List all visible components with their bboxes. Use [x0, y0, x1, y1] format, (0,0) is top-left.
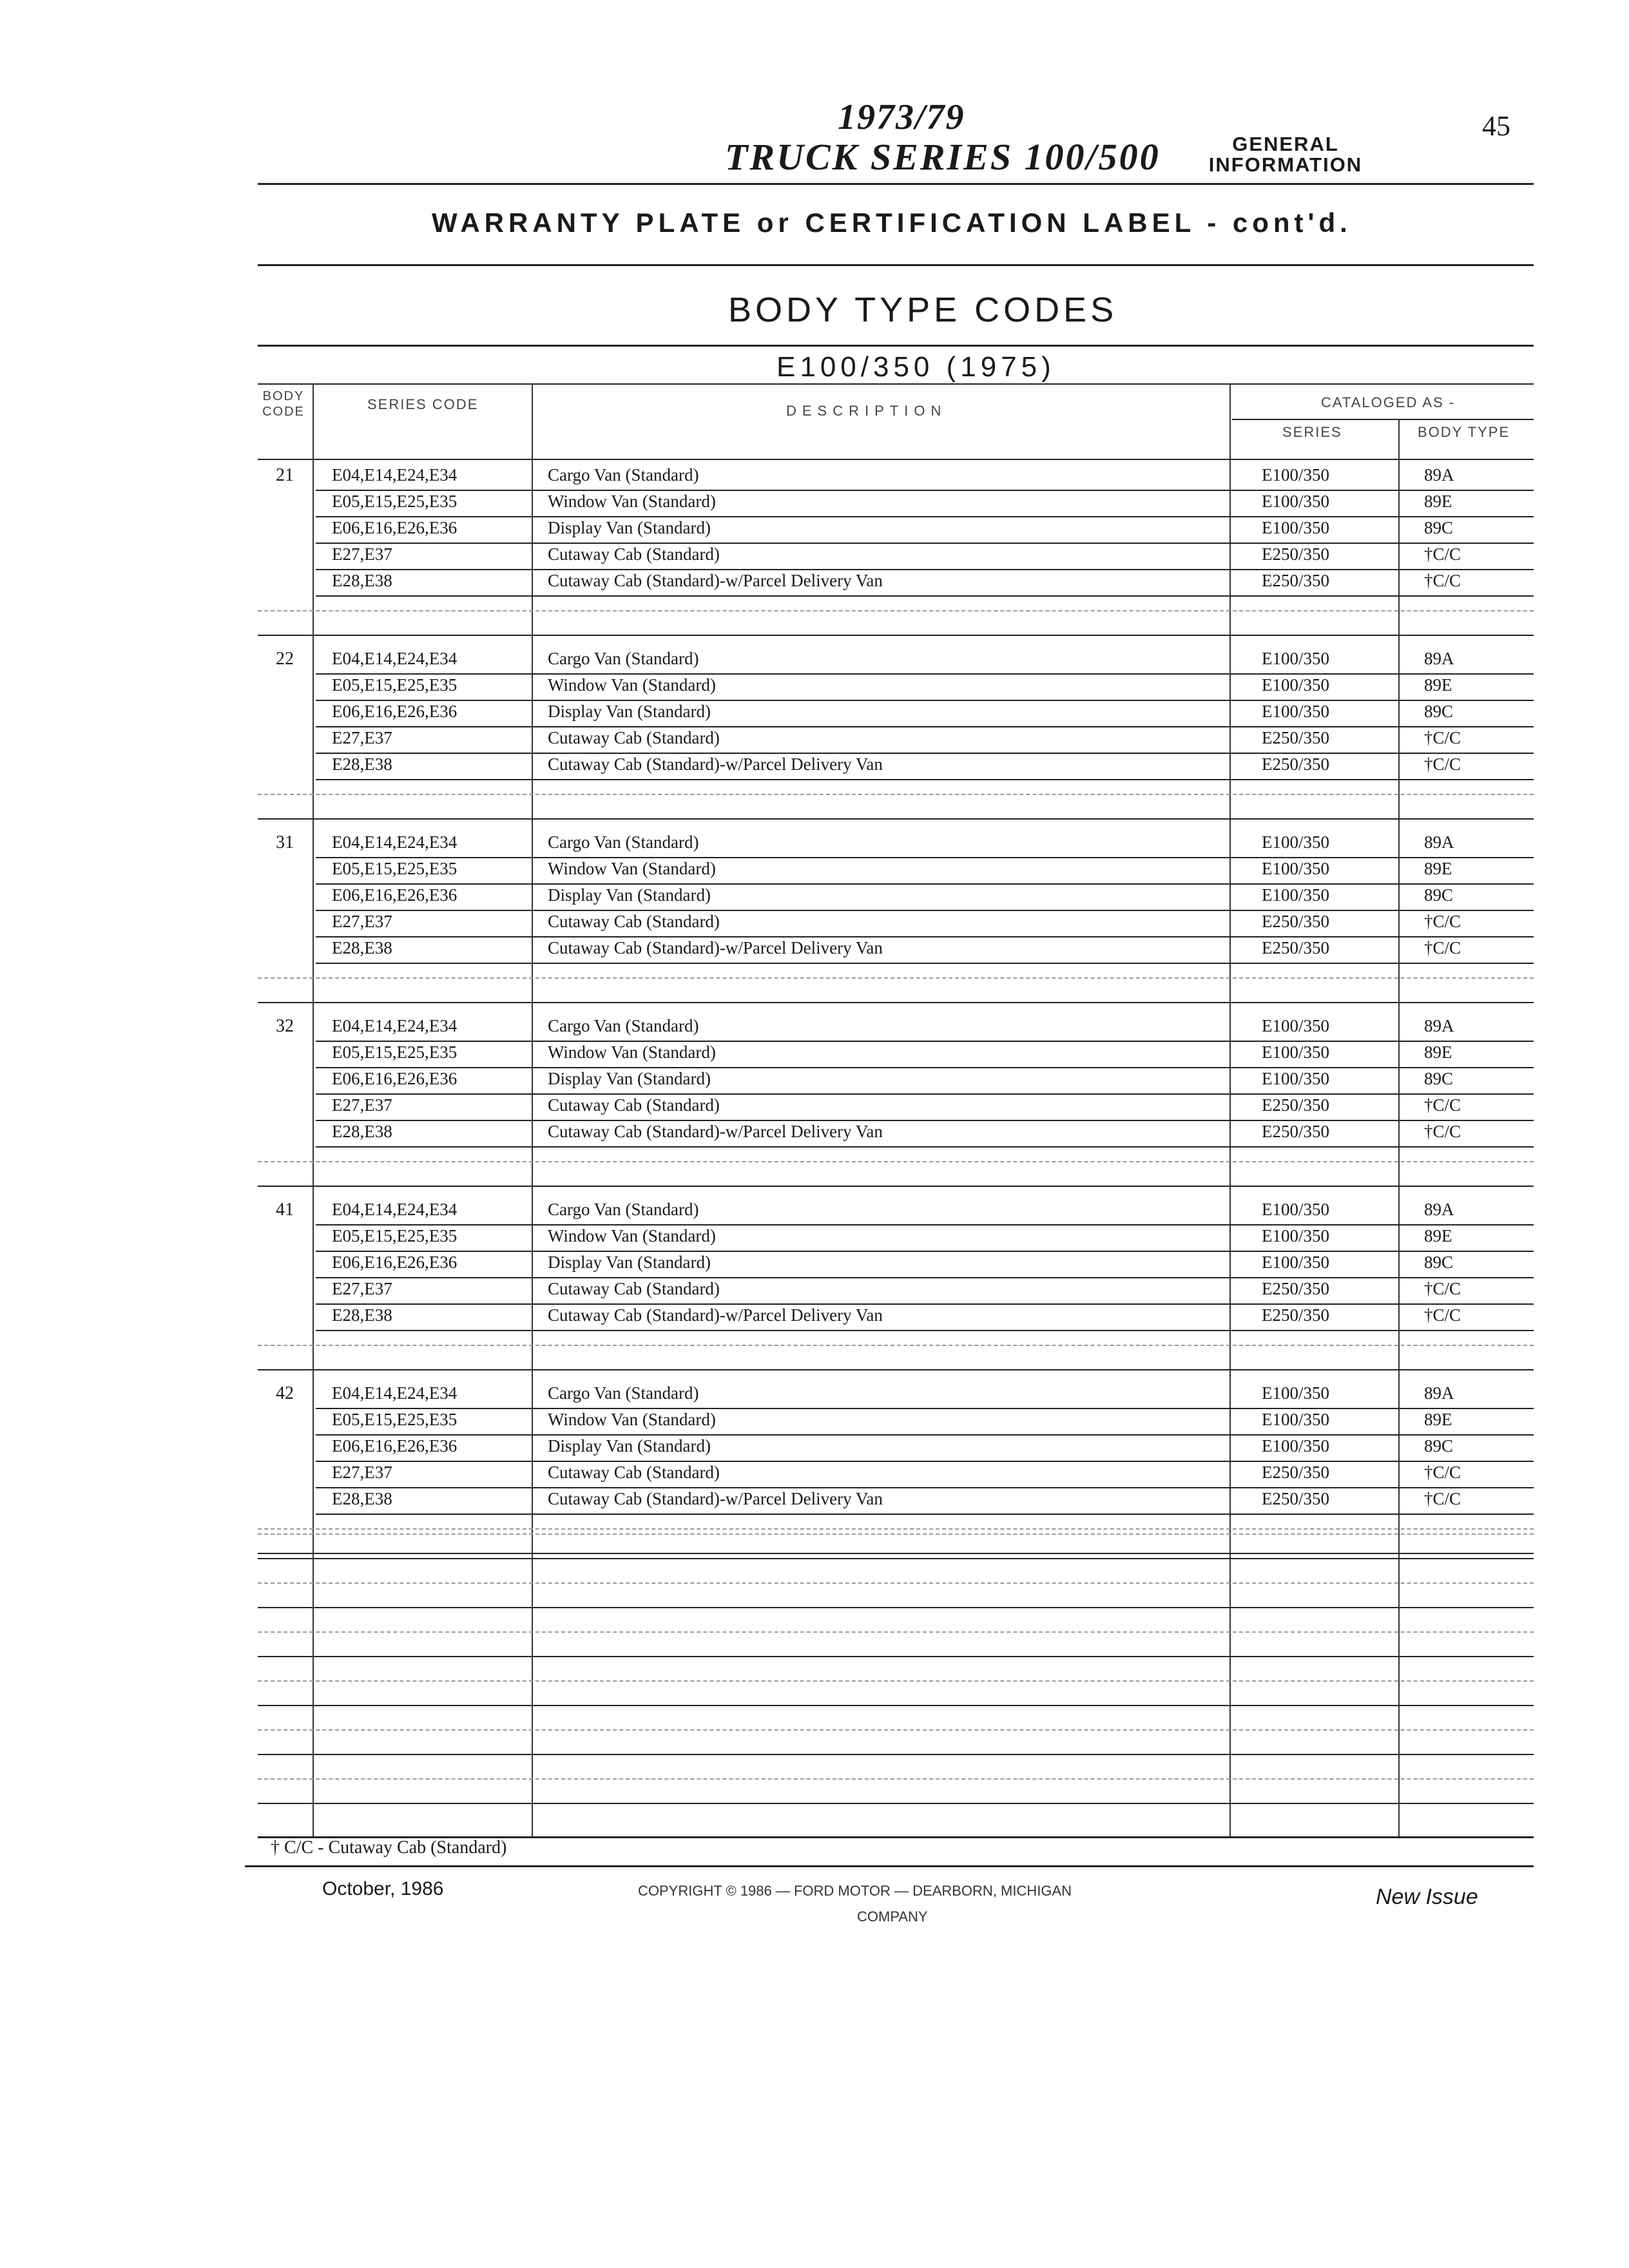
description-cell: Cutaway Cab (Standard): [548, 544, 720, 564]
body-type-cell: 89C: [1424, 1069, 1454, 1088]
body-type-cell: †C/C: [1424, 728, 1461, 747]
body-type-cell: 89E: [1424, 859, 1452, 878]
series-code-cell: E05,E15,E25,E35: [332, 675, 458, 695]
series-cell: E250/350: [1262, 912, 1329, 931]
body-code: 31: [276, 832, 294, 852]
series-code-cell: E06,E16,E26,E36: [332, 1436, 458, 1456]
description-cell: Cutaway Cab (Standard)-w/Parcel Delivery Van: [548, 1305, 883, 1325]
body-type-cell: †C/C: [1424, 544, 1461, 564]
row-rule: [316, 910, 1534, 911]
series-code-cell: E04,E14,E24,E34: [332, 649, 458, 668]
empty-rule: [258, 1607, 1534, 1608]
series-cell: E100/350: [1262, 1410, 1329, 1429]
footer-copyright: COPYRIGHT © 1986 — FORD MOTOR — DEARBORN, MICHIGAN: [638, 1883, 1072, 1899]
series-code-cell: E28,E38: [332, 571, 392, 590]
row-rule: [316, 1224, 1534, 1225]
subtitle: WARRANTY PLATE or CERTIFICATION LABEL - cont'd.: [432, 207, 1352, 238]
description-cell: Window Van (Standard): [548, 1043, 716, 1062]
empty-rule: [258, 1582, 1534, 1584]
row-rule: [316, 1093, 1534, 1095]
series-cell: E250/350: [1262, 571, 1329, 590]
title-divider: [258, 345, 1534, 347]
model-year: E100/350 (1975): [776, 351, 1055, 383]
group-separator: [258, 1161, 1534, 1162]
description-cell: Cargo Van (Standard): [548, 1200, 699, 1219]
body-type-cell: 89A: [1424, 1016, 1454, 1035]
table-top-rule: [258, 383, 1534, 385]
row-rule: [316, 569, 1534, 570]
series-cell: E100/350: [1262, 1016, 1329, 1035]
empty-rule: [258, 1656, 1534, 1657]
description-cell: Cargo Van (Standard): [548, 1016, 699, 1035]
body-type-cell: †C/C: [1424, 571, 1461, 590]
body-type-cell: 89C: [1424, 518, 1454, 537]
body-type-cell: 89C: [1424, 885, 1454, 905]
body-type-cell: 89C: [1424, 1436, 1454, 1456]
row-rule: [316, 543, 1534, 544]
body-type-cell: 89A: [1424, 832, 1454, 852]
row-rule: [316, 753, 1534, 754]
row-rule: [316, 1434, 1534, 1436]
body-type-cell: 89A: [1424, 1383, 1454, 1403]
series-code-cell: E05,E15,E25,E35: [332, 492, 458, 511]
row-rule: [316, 1487, 1534, 1488]
series-cell: E100/350: [1262, 1043, 1329, 1062]
footer-issue: New Issue: [1376, 1885, 1478, 1909]
series-cell: E100/350: [1262, 1383, 1329, 1403]
row-rule: [316, 1303, 1534, 1305]
series-cell: E250/350: [1262, 728, 1329, 747]
series-code-cell: E06,E16,E26,E36: [332, 1253, 458, 1272]
series-cell: E100/350: [1262, 1436, 1329, 1456]
description-cell: Cutaway Cab (Standard): [548, 1463, 720, 1482]
series-cell: E250/350: [1262, 1305, 1329, 1325]
series-cell: E100/350: [1262, 675, 1329, 695]
subtitle-divider: [258, 264, 1534, 266]
column-header-description: DESCRIPTION: [786, 403, 947, 419]
series-cell: E100/350: [1262, 832, 1329, 852]
series-title: TRUCK SERIES 100/500: [725, 136, 1161, 178]
series-cell: E250/350: [1262, 1279, 1329, 1298]
body-type-cell: 89E: [1424, 1043, 1452, 1062]
header-bottom-rule: [258, 459, 1534, 460]
series-cell: E100/350: [1262, 1200, 1329, 1219]
group-separator: [258, 1002, 1534, 1003]
body-code: 22: [276, 649, 294, 669]
series-code-cell: E27,E37: [332, 1463, 392, 1482]
series-code-cell: E06,E16,E26,E36: [332, 1069, 458, 1088]
body-type-cell: 89E: [1424, 1226, 1452, 1245]
cataloged-subheader-rule: [1232, 419, 1534, 420]
series-code-cell: E04,E14,E24,E34: [332, 1383, 458, 1403]
row-rule: [316, 1041, 1534, 1042]
series-code-cell: E05,E15,E25,E35: [332, 1043, 458, 1062]
group-separator: [258, 794, 1534, 795]
footer-rule: [245, 1865, 1534, 1867]
series-cell: E250/350: [1262, 1463, 1329, 1482]
description-cell: Display Van (Standard): [548, 1069, 711, 1088]
series-code-cell: E27,E37: [332, 912, 392, 931]
series-cell: E100/350: [1262, 702, 1329, 721]
col-divider-2: [532, 383, 533, 1836]
description-cell: Window Van (Standard): [548, 492, 716, 511]
body-code: 41: [276, 1200, 294, 1220]
col-divider-1: [313, 383, 314, 1836]
row-rule: [316, 936, 1534, 937]
series-code-cell: E28,E38: [332, 1489, 392, 1508]
row-rule: [316, 1461, 1534, 1462]
year-range-title: 1973/79: [838, 97, 965, 137]
row-rule: [316, 1330, 1534, 1331]
row-rule: [316, 1146, 1534, 1148]
column-header-cataloged-as: CATALOGED AS -: [1321, 394, 1456, 410]
series-code-cell: E28,E38: [332, 938, 392, 957]
empty-rule: [258, 1778, 1534, 1780]
series-code-cell: E06,E16,E26,E36: [332, 885, 458, 905]
series-code-cell: E05,E15,E25,E35: [332, 1410, 458, 1429]
row-rule: [316, 883, 1534, 885]
description-cell: Cargo Van (Standard): [548, 465, 699, 485]
body-code: 32: [276, 1016, 294, 1036]
description-cell: Cutaway Cab (Standard): [548, 1095, 720, 1115]
description-cell: Window Van (Standard): [548, 1226, 716, 1245]
series-code-cell: E05,E15,E25,E35: [332, 1226, 458, 1245]
series-code-cell: E27,E37: [332, 1279, 392, 1298]
empty-rule: [258, 1754, 1534, 1755]
body-type-cell: 89A: [1424, 649, 1454, 668]
series-cell: E100/350: [1262, 1069, 1329, 1088]
series-cell: E100/350: [1262, 492, 1329, 511]
empty-rule: [258, 1631, 1534, 1633]
col-divider-4: [1398, 419, 1400, 1836]
row-rule: [316, 516, 1534, 517]
header-divider: [258, 183, 1534, 185]
row-rule: [316, 1277, 1534, 1278]
description-cell: Cargo Van (Standard): [548, 1383, 699, 1403]
row-rule: [316, 857, 1534, 858]
body-type-cell: 89C: [1424, 1253, 1454, 1272]
series-code-cell: E04,E14,E24,E34: [332, 832, 458, 852]
group-separator: [258, 977, 1534, 979]
description-cell: Cargo Van (Standard): [548, 832, 699, 852]
description-cell: Display Van (Standard): [548, 1253, 711, 1272]
series-code-cell: E27,E37: [332, 1095, 392, 1115]
body-type-cell: †C/C: [1424, 938, 1461, 957]
row-rule: [316, 595, 1534, 597]
series-code-cell: E06,E16,E26,E36: [332, 518, 458, 537]
series-code-cell: E28,E38: [332, 1305, 392, 1325]
empty-rule: [258, 1803, 1534, 1804]
description-cell: Display Van (Standard): [548, 885, 711, 905]
empty-rule: [258, 1729, 1534, 1731]
series-cell: E100/350: [1262, 649, 1329, 668]
empty-rule: [258, 1705, 1534, 1706]
body-type-cell: 89A: [1424, 465, 1454, 485]
row-rule: [316, 673, 1534, 675]
group-separator: [258, 818, 1534, 820]
description-cell: Cutaway Cab (Standard)-w/Parcel Delivery Van: [548, 754, 883, 774]
empty-rule: [258, 1558, 1534, 1559]
section-label-line2: INFORMATION: [1208, 153, 1363, 176]
body-type-cell: †C/C: [1424, 754, 1461, 774]
series-cell: E100/350: [1262, 885, 1329, 905]
group-separator: [258, 1528, 1534, 1530]
column-header-series-code: SERIES CODE: [367, 396, 479, 412]
description-cell: Cutaway Cab (Standard)-w/Parcel Delivery Van: [548, 1122, 883, 1141]
row-rule: [316, 1251, 1534, 1252]
row-rule: [316, 779, 1534, 780]
series-code-cell: E06,E16,E26,E36: [332, 702, 458, 721]
section-label: [1189, 134, 1382, 175]
group-separator: [258, 1553, 1534, 1554]
table-title: BODY TYPE CODES: [728, 291, 1118, 329]
body-type-cell: †C/C: [1424, 1489, 1461, 1508]
body-code: 42: [276, 1383, 294, 1403]
series-cell: E250/350: [1262, 1122, 1329, 1141]
description-cell: Display Van (Standard): [548, 518, 711, 537]
description-cell: Cutaway Cab (Standard): [548, 1279, 720, 1298]
body-type-cell: 89E: [1424, 492, 1452, 511]
row-rule: [316, 1514, 1534, 1515]
section-label-line1: GENERAL: [1232, 133, 1339, 155]
row-rule: [316, 700, 1534, 701]
series-cell: E100/350: [1262, 1253, 1329, 1272]
body-type-cell: †C/C: [1424, 1463, 1461, 1482]
body-type-cell: †C/C: [1424, 1279, 1461, 1298]
body-type-cell: 89C: [1424, 702, 1454, 721]
series-cell: E250/350: [1262, 754, 1329, 774]
series-code-cell: E05,E15,E25,E35: [332, 859, 458, 878]
body-type-cell: 89E: [1424, 675, 1452, 695]
row-rule: [316, 1408, 1534, 1409]
description-cell: Cutaway Cab (Standard): [548, 728, 720, 747]
body-type-cell: †C/C: [1424, 912, 1461, 931]
column-header-body-code: BODY CODE: [262, 389, 305, 419]
group-separator: [258, 1345, 1534, 1346]
row-rule: [316, 963, 1534, 964]
footnote: † C/C - Cutaway Cab (Standard): [271, 1838, 507, 1858]
row-rule: [316, 1067, 1534, 1068]
col-divider-3: [1229, 383, 1231, 1836]
body-type-cell: †C/C: [1424, 1305, 1461, 1325]
page-number: 45: [1482, 110, 1510, 142]
description-cell: Display Van (Standard): [548, 702, 711, 721]
body-code: 21: [276, 465, 294, 485]
column-header-body-type: BODY TYPE: [1418, 424, 1510, 440]
row-rule: [316, 726, 1534, 727]
group-separator: [258, 610, 1534, 611]
description-cell: Window Van (Standard): [548, 675, 716, 695]
row-rule: [316, 1120, 1534, 1121]
series-cell: E250/350: [1262, 938, 1329, 957]
group-separator: [258, 1369, 1534, 1370]
description-cell: Cutaway Cab (Standard)-w/Parcel Delivery Van: [548, 938, 883, 957]
body-type-cell: 89A: [1424, 1200, 1454, 1219]
series-cell: E100/350: [1262, 1226, 1329, 1245]
series-cell: E250/350: [1262, 1095, 1329, 1115]
footer-company: COMPANY: [857, 1908, 928, 1925]
series-cell: E100/350: [1262, 518, 1329, 537]
empty-rule: [258, 1533, 1534, 1535]
column-header-series: SERIES: [1282, 424, 1342, 440]
series-code-cell: E28,E38: [332, 1122, 392, 1141]
series-cell: E100/350: [1262, 465, 1329, 485]
series-code-cell: E04,E14,E24,E34: [332, 1200, 458, 1219]
row-rule: [316, 490, 1534, 491]
description-cell: Window Van (Standard): [548, 859, 716, 878]
series-code-cell: E04,E14,E24,E34: [332, 465, 458, 485]
series-cell: E250/350: [1262, 1489, 1329, 1508]
series-code-cell: E27,E37: [332, 544, 392, 564]
series-cell: E250/350: [1262, 544, 1329, 564]
empty-rule: [258, 1680, 1534, 1682]
group-separator: [258, 1186, 1534, 1187]
description-cell: Cutaway Cab (Standard)-w/Parcel Delivery Van: [548, 571, 883, 590]
body-type-cell: †C/C: [1424, 1095, 1461, 1115]
description-cell: Window Van (Standard): [548, 1410, 716, 1429]
description-cell: Cutaway Cab (Standard): [548, 912, 720, 931]
series-cell: E100/350: [1262, 859, 1329, 878]
series-code-cell: E27,E37: [332, 728, 392, 747]
series-code-cell: E28,E38: [332, 754, 392, 774]
body-type-cell: 89E: [1424, 1410, 1452, 1429]
description-cell: Display Van (Standard): [548, 1436, 711, 1456]
series-code-cell: E04,E14,E24,E34: [332, 1016, 458, 1035]
description-cell: Cutaway Cab (Standard)-w/Parcel Delivery Van: [548, 1489, 883, 1508]
description-cell: Cargo Van (Standard): [548, 649, 699, 668]
body-type-cell: †C/C: [1424, 1122, 1461, 1141]
group-separator: [258, 635, 1534, 636]
footer-date: October, 1986: [322, 1878, 444, 1899]
